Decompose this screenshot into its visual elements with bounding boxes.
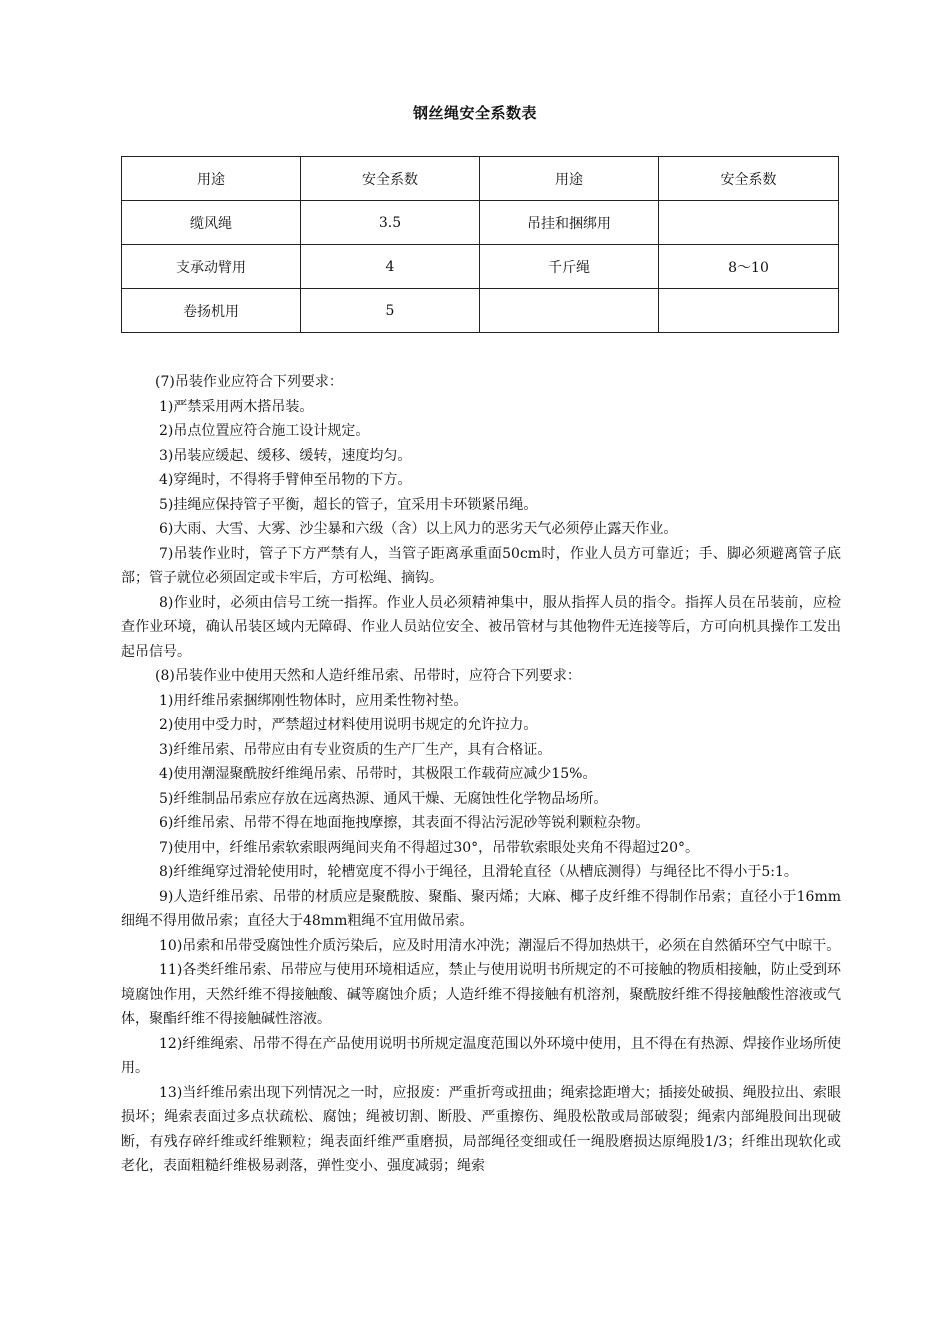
table-cell: 卷扬机用 <box>122 289 301 333</box>
paragraph: (8)吊装作业中使用天然和人造纤维吊索、吊带时，应符合下列要求： <box>155 668 581 684</box>
paragraph: 4)使用潮湿聚酰胺纤维绳吊索、吊带时，其极限工作载荷应减少15%。 <box>159 766 597 782</box>
safety-factor-table <box>121 156 839 333</box>
table-header-row <box>122 157 839 201</box>
table-row <box>122 201 839 245</box>
table-cell: 3.5 <box>301 201 480 245</box>
table-row <box>122 245 839 289</box>
paragraph: 13)当纤维吊索出现下列情况之一时，应报废：严重折弯或扭曲；绳索捻距增大；插接处破损、绳股拉出、索眼损坏；绳索表面过多点状疏松、腐蚀；绳被切割、断股、严重擦伤、绳股松散或局部破裂；绳索内部绳股间出现破断，有残存碎纤维或纤维颗粒；绳表面纤维严重磨损，局部绳径变细或任一绳股磨损达原绳股1/3；纤维出现软化或老化，表面粗糙纤维极易剥落，弹性变小、强度减弱；绳索 <box>121 1084 841 1174</box>
paragraph: 2)使用中受力时，严禁超过材料使用说明书规定的允许拉力。 <box>159 717 538 733</box>
paragraph: 3)吊装应缓起、缓移、缓转，速度均匀。 <box>159 447 412 464</box>
paragraph: 5)挂绳应保持管子平衡，超长的管子，宜采用卡环锁紧吊绳。 <box>159 496 538 513</box>
table-row <box>122 289 839 333</box>
table-cell: 千斤绳 <box>480 245 659 289</box>
paragraph: 4)穿绳时，不得将手臂伸至吊物的下方。 <box>159 472 412 488</box>
table-cell: 8～10 <box>659 245 839 289</box>
paragraph: 1)严禁采用两木搭吊装。 <box>159 398 314 415</box>
paragraph: 11)各类纤维吊索、吊带应与使用环境相适应，禁止与使用说明书所规定的不可接触的物质相接触，防止受到环境腐蚀作用，天然纤维不得接触酸、碱等腐蚀介质；人造纤维不得接触有机溶剂，聚酰胺纤维不得接触酸性溶液或气体，聚酯纤维不得接触碱性溶液。 <box>121 962 841 1027</box>
table-cell: 吊挂和捆绑用 <box>480 201 659 245</box>
paragraph: 1)用纤维吊索捆绑刚性物体时，应用柔性物衬垫。 <box>159 692 468 709</box>
paragraph: 2)吊点位置应符合施工设计规定。 <box>159 423 370 439</box>
paragraph: 10)吊索和吊带受腐蚀性介质污染后，应及时用清水冲洗；潮湿后不得加热烘干，必须在自然循环空气中晾干。 <box>159 937 841 954</box>
header-cell: 用途 <box>480 157 659 201</box>
paragraph: 5)纤维制品吊索应存放在远离热源、通风干燥、无腐蚀性化学物品场所。 <box>159 790 608 807</box>
paragraph: 9)人造纤维吊索、吊带的材质应是聚酰胺、聚酯、聚丙烯；大麻、椰子皮纤维不得制作吊索；直径小于16mm细绳不得用做吊索；直径大于48mm粗绳不宜用做吊索。 <box>121 888 841 929</box>
table-cell: 支承动臂用 <box>122 245 301 289</box>
body-text <box>121 370 841 1179</box>
paragraph: (7)吊装作业应符合下列要求： <box>155 374 343 390</box>
table-cell: 4 <box>301 245 480 289</box>
table-cell <box>480 289 659 333</box>
header-cell: 用途 <box>122 157 301 201</box>
paragraph: 7)吊装作业时，管子下方严禁有人，当管子距离承重面50cm时，作业人员方可靠近；手、脚必须避离管子底部；管子就位必须固定或卡牢后，方可松绳、摘钩。 <box>121 545 841 586</box>
paragraph: 6)纤维吊索、吊带不得在地面拖拽摩擦，其表面不得沾污泥砂等锐利颗粒杂物。 <box>159 815 650 831</box>
table-cell: 5 <box>301 289 480 333</box>
table-cell <box>659 289 839 333</box>
table-cell <box>659 201 839 245</box>
paragraph: 8)纤维绳穿过滑轮使用时，轮槽宽度不得小于绳径，且滑轮直径（从槽底测得）与绳径比不得小于5:1。 <box>159 864 798 880</box>
paragraph: 6)大雨、大雪、大雾、沙尘暴和六级（含）以上风力的恶劣天气必须停止露天作业。 <box>159 521 678 537</box>
table-title: 钢丝绳安全系数表 <box>412 104 537 122</box>
table-cell: 缆风绳 <box>122 201 301 245</box>
paragraph: 8)作业时，必须由信号工统一指挥。作业人员必须精神集中，服从指挥人员的指令。指挥人员在吊装前，应检查作业环境，确认吊装区域内无障碍、作业人员站位安全、被吊管材与其他物件无连接等后，方可向机具操作工发出起吊信号。 <box>121 594 841 660</box>
paragraph: 3)纤维吊索、吊带应由有专业资质的生产厂生产，具有合格证。 <box>159 741 552 758</box>
paragraph: 12)纤维绳索、吊带不得在产品使用说明书所规定温度范围以外环境中使用，且不得在有热源、焊接作业场所使用。 <box>121 1035 841 1076</box>
header-cell: 安全系数 <box>659 157 839 201</box>
header-cell: 安全系数 <box>301 157 480 201</box>
paragraph: 7)使用中，纤维吊索软索眼两绳间夹角不得超过30°，吊带软索眼处夹角不得超过20°。 <box>159 839 699 856</box>
